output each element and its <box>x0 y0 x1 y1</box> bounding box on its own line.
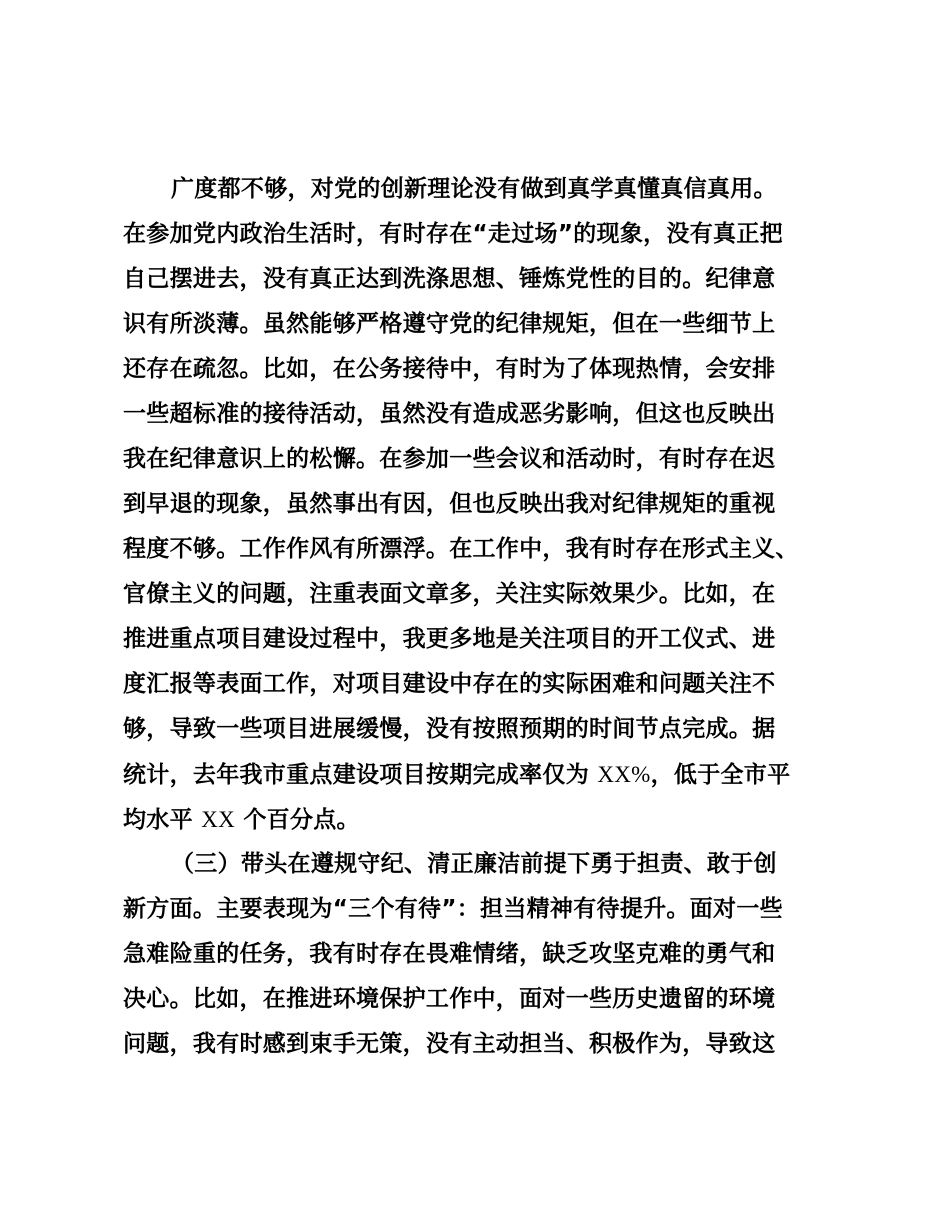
text-line: 还存在疏忽。比如，在公务接待中，有时为了体现热情，会安排 <box>123 356 776 382</box>
text-line: 识有所淡薄。虽然能够严格遵守党的纪律规矩，但在一些细节上 <box>123 311 776 337</box>
text-line: 度汇报等表面工作，对项目建设中存在的实际困难和问题关注不 <box>123 671 776 697</box>
text-line <box>123 752 843 797</box>
text-segment: 均水平 <box>123 807 202 833</box>
text-line: 我在纪律意识上的松懈。在参加一些会议和活动时，有时存在迟 <box>123 446 776 472</box>
text-line: 官僚主义的问题，注重表面文章多，关注实际效果少。比如，在 <box>123 581 776 607</box>
statistic-value: XX <box>201 807 236 832</box>
text-line: 一些超标准的接待活动，虽然没有造成恶劣影响，但这也反映出 <box>123 401 776 427</box>
text-line <box>123 797 843 842</box>
text-line: 急难险重的任务，我有时存在畏难情绪，缺乏攻坚克难的勇气和 <box>123 941 776 967</box>
text-line: 推进重点项目建设过程中，我更多地是关注项目的开工仪式、进 <box>123 626 776 652</box>
text-line: 决心。比如，在推进环境保护工作中，面对一些历史遗留的环境 <box>123 986 776 1012</box>
text-segment: ，低于全市平 <box>650 762 791 788</box>
body-text <box>123 167 843 1067</box>
text-line: 到早退的现象，虽然事出有因，但也反映出我对纪律规矩的重视 <box>123 491 776 517</box>
text-line: 问题，我有时感到束手无策，没有主动担当、积极作为，导致这 <box>123 1031 776 1057</box>
text-segment: 统计，去年我市重点建设项目按期完成率仅为 <box>123 762 598 788</box>
text-line: 新方面。主要表现为“三个有待”：担当精神有待提升。面对一些 <box>123 896 783 922</box>
text-line: 在参加党内政治生活时，有时存在“走过场”的现象，没有真正把 <box>123 221 783 247</box>
statistic-value: XX% <box>597 762 651 787</box>
text-line: 自己摆进去，没有真正达到洗涤思想、锤炼党性的目的。纪律意 <box>123 266 776 292</box>
text-segment: 个百分点。 <box>235 807 360 833</box>
text-line: 程度不够。工作作风有所漂浮。在工作中，我有时存在形式主义、 <box>123 536 799 562</box>
text-line: 广度都不够，对党的创新理论没有做到真学真懂真信真用。 <box>171 176 777 202</box>
text-line: 够，导致一些项目进展缓慢，没有按照预期的时间节点完成。据 <box>123 716 776 742</box>
section-heading-line: （三）带头在遵规守纪、清正廉洁前提下勇于担责、敢于创 <box>171 851 777 877</box>
